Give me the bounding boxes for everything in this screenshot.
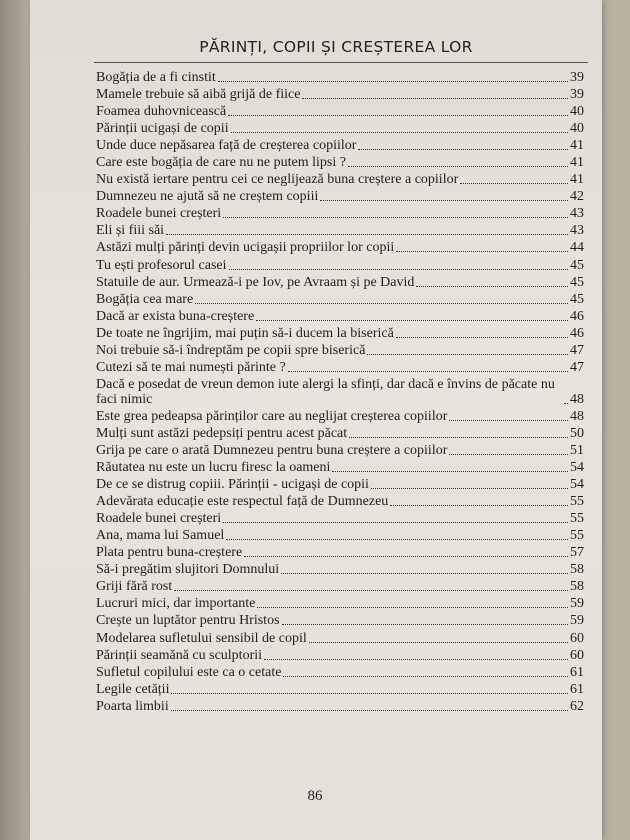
toc-entry [96, 309, 584, 324]
toc-entry [96, 360, 584, 375]
toc-dot-leader [564, 403, 568, 404]
toc-entry-title: Crește un luptător pentru Hristos [96, 613, 280, 629]
toc-entry [96, 377, 584, 407]
toc-entry-title: Este grea pedeapsa părinților care au neglijat creșterea copiilor [96, 408, 448, 424]
toc-entry [96, 477, 584, 492]
toc-entry-title: Sufletul copilului este ca o cetate [96, 664, 282, 680]
toc-entry-page: 59 [570, 613, 584, 629]
toc-entry [96, 172, 584, 187]
toc-dot-leader [396, 251, 568, 252]
toc-entry [96, 682, 584, 697]
toc-entry [96, 189, 584, 204]
toc-entry-page: 48 [570, 391, 584, 407]
toc-entry-title: Roadele bunei creșteri [96, 206, 222, 222]
toc-entry-page: 54 [570, 477, 584, 493]
toc-entry-page: 60 [570, 630, 584, 646]
toc-entry-page: 51 [570, 442, 584, 458]
toc-entry-title: Să-i pregătim slujitori Domnului [96, 562, 280, 578]
toc-entry-page: 58 [570, 562, 584, 578]
toc-entry-title: Dumnezeu ne ajută să ne creștem copiii [96, 189, 319, 205]
toc-entry-title: Foamea duhovnicească [96, 104, 227, 120]
toc-entry [96, 528, 584, 543]
toc-entry-title: De ce se distrug copiii. Părinții - ucigași de copii [96, 477, 369, 493]
toc-entry-page: 61 [570, 681, 584, 697]
toc-entry-title: Modelarea sufletului sensibil de copil [96, 630, 307, 646]
header-rule [94, 62, 588, 63]
toc-entry-title: Adevărata educație este respectul față de Dumnezeu [96, 494, 389, 510]
toc-entry-title: Dacă e posedat de vreun demon iute alergi la sfinți, dar dacă e învins de păcate nu faci nimic [96, 376, 555, 407]
toc-entry-title: Poarta limbii [96, 698, 169, 714]
toc-dot-leader [460, 183, 568, 184]
toc-entry-title: Răutatea nu este un lucru firesc la oameni [96, 460, 331, 476]
toc-entry [96, 409, 584, 424]
toc-entry [96, 665, 584, 680]
toc-entry [96, 699, 584, 714]
toc-dot-leader [332, 471, 568, 472]
toc-entry-page: 61 [570, 664, 584, 680]
toc-dot-leader [228, 115, 568, 116]
toc-entry [96, 562, 584, 577]
toc-entry-title: Care este bogăția de care nu ne putem lipsi ? [96, 155, 346, 171]
toc-entry-title: Statuile de aur. Urmează-i pe Iov, pe Avraam și pe David [96, 274, 415, 290]
toc-dot-leader [244, 556, 568, 557]
toc-dot-leader [281, 573, 568, 574]
toc-dot-leader [264, 659, 568, 660]
toc-dot-leader [288, 371, 568, 372]
toc-entry-page: 45 [570, 274, 584, 290]
toc-dot-leader [367, 354, 568, 355]
toc-entry-title: Noi trebuie să-i îndreptăm pe copii spre biserică [96, 342, 366, 358]
toc-dot-leader [302, 98, 568, 99]
toc-dot-leader [349, 437, 568, 438]
toc-entry-page: 43 [570, 223, 584, 239]
toc-dot-leader [309, 642, 568, 643]
toc-entry-page: 44 [570, 240, 584, 256]
toc-entry [96, 121, 584, 136]
toc-entry [96, 87, 584, 102]
toc-entry-page: 54 [570, 460, 584, 476]
toc-dot-leader [449, 420, 568, 421]
toc-entry-page: 43 [570, 206, 584, 222]
toc-entry [96, 511, 584, 526]
toc-dot-leader [229, 269, 568, 270]
toc-entry-page: 46 [570, 308, 584, 324]
toc-entry-page: 59 [570, 596, 584, 612]
toc-entry-title: Nu există iertare pentru cei ce neglijează buna creștere a copiilor [96, 172, 459, 188]
toc-entry-title: Ana, mama lui Samuel [96, 528, 225, 544]
toc-entry-page: 57 [570, 545, 584, 561]
toc-entry-page: 55 [570, 528, 584, 544]
toc-entry [96, 240, 584, 255]
toc-dot-leader [166, 234, 568, 235]
toc-dot-leader [449, 454, 568, 455]
toc-entry [96, 648, 584, 663]
page-number: 86 [307, 788, 323, 804]
toc-entry [96, 579, 584, 594]
toc-entry-page: 58 [570, 579, 584, 595]
toc-entry [96, 426, 584, 441]
toc-entry-page: 47 [570, 342, 584, 358]
toc-entry [96, 545, 584, 560]
toc-entry-title: Lucruri mici, dar importante [96, 596, 256, 612]
toc-entry-page: 45 [570, 291, 584, 307]
toc-entry-page: 41 [570, 138, 584, 154]
toc-entry-page: 48 [570, 408, 584, 424]
toc-entry-title: Mulți sunt astăzi pedepsiți pentru acest păcat [96, 425, 348, 441]
toc-entry-page: 39 [570, 87, 584, 103]
toc-dot-leader [174, 590, 568, 591]
toc-entry-title: Griji fără rost [96, 579, 173, 595]
toc-dot-leader [282, 624, 568, 625]
toc-entry [96, 258, 584, 273]
toc-dot-leader [257, 607, 568, 608]
toc-entry-page: 60 [570, 647, 584, 663]
toc-entry [96, 70, 584, 85]
toc-entry-title: Legile cetății [96, 681, 170, 697]
toc-entry [96, 275, 584, 290]
toc-entry-title: Bogăția cea mare [96, 291, 194, 307]
toc-entry-title: De toate ne îngrijim, mai puțin să-i ducem la biserică [96, 325, 394, 341]
toc-entry-title: Roadele bunei creșteri [96, 511, 222, 527]
toc-entry-title: Părinții seamănă cu sculptorii [96, 647, 263, 663]
toc-entry-page: 40 [570, 121, 584, 137]
toc-dot-leader [226, 539, 568, 540]
toc-entry-title: Cutezi să te mai numești părinte ? [96, 359, 286, 375]
toc-entry [96, 138, 584, 153]
toc-entry [96, 206, 584, 221]
toc-entry [96, 326, 584, 341]
toc-entry [96, 613, 584, 628]
toc-entry [96, 155, 584, 170]
toc-dot-leader [195, 303, 568, 304]
toc-entry [96, 223, 584, 238]
toc-entry [96, 460, 584, 475]
toc-dot-leader [256, 320, 568, 321]
toc-dot-leader [358, 149, 568, 150]
toc-entry-page: 62 [570, 698, 584, 714]
toc-entry-title: Tu ești profesorul casei [96, 257, 227, 273]
toc-entry-page: 41 [570, 155, 584, 171]
toc-entry-title: Părinții ucigași de copii [96, 121, 229, 137]
toc-entry-page: 55 [570, 511, 584, 527]
toc-dot-leader [320, 200, 568, 201]
toc-entry-title: Mamele trebuie să aibă grijă de fiice [96, 87, 301, 103]
toc-entry [96, 292, 584, 307]
toc-entry-page: 46 [570, 325, 584, 341]
toc-entry [96, 104, 584, 119]
toc-entry-page: 40 [570, 104, 584, 120]
toc-entry-title: Astăzi mulți părinți devin ucigașii propriilor lor copii [96, 240, 395, 256]
book-spine [0, 0, 30, 840]
toc-entry [96, 631, 584, 646]
toc-dot-leader [396, 337, 568, 338]
toc-entry-title: Bogăția de a fi cinstit [96, 70, 216, 85]
toc-dot-leader [283, 676, 568, 677]
toc-entry [96, 443, 584, 458]
running-header: PĂRINȚI, COPII ȘI CREȘTEREA LOR [199, 38, 473, 56]
toc-entry-page: 41 [570, 172, 584, 188]
toc-dot-leader [390, 505, 568, 506]
table-of-contents [96, 70, 584, 716]
toc-dot-leader [416, 286, 568, 287]
toc-entry [96, 596, 584, 611]
toc-entry-title: Unde duce nepăsarea față de creșterea copiilor [96, 138, 357, 154]
toc-dot-leader [231, 132, 568, 133]
toc-entry-page: 50 [570, 425, 584, 441]
toc-dot-leader [348, 166, 568, 167]
toc-entry [96, 343, 584, 358]
toc-dot-leader [171, 693, 568, 694]
toc-entry-page: 55 [570, 494, 584, 510]
toc-dot-leader [371, 488, 568, 489]
toc-dot-leader [223, 522, 568, 523]
toc-entry-page: 47 [570, 359, 584, 375]
toc-entry [96, 494, 584, 509]
toc-entry-title: Plata pentru buna-creștere [96, 545, 243, 561]
toc-dot-leader [218, 81, 568, 82]
toc-entry-page: 39 [570, 70, 584, 85]
toc-dot-leader [171, 710, 568, 711]
toc-entry-page: 45 [570, 257, 584, 273]
toc-entry-title: Grija pe care o arată Dumnezeu pentru buna creștere a copiilor [96, 442, 448, 458]
toc-entry-page: 42 [570, 189, 584, 205]
toc-dot-leader [223, 217, 568, 218]
toc-entry-title: Dacă ar exista buna-creștere [96, 308, 255, 324]
toc-entry-title: Eli și fiii săi [96, 223, 165, 239]
